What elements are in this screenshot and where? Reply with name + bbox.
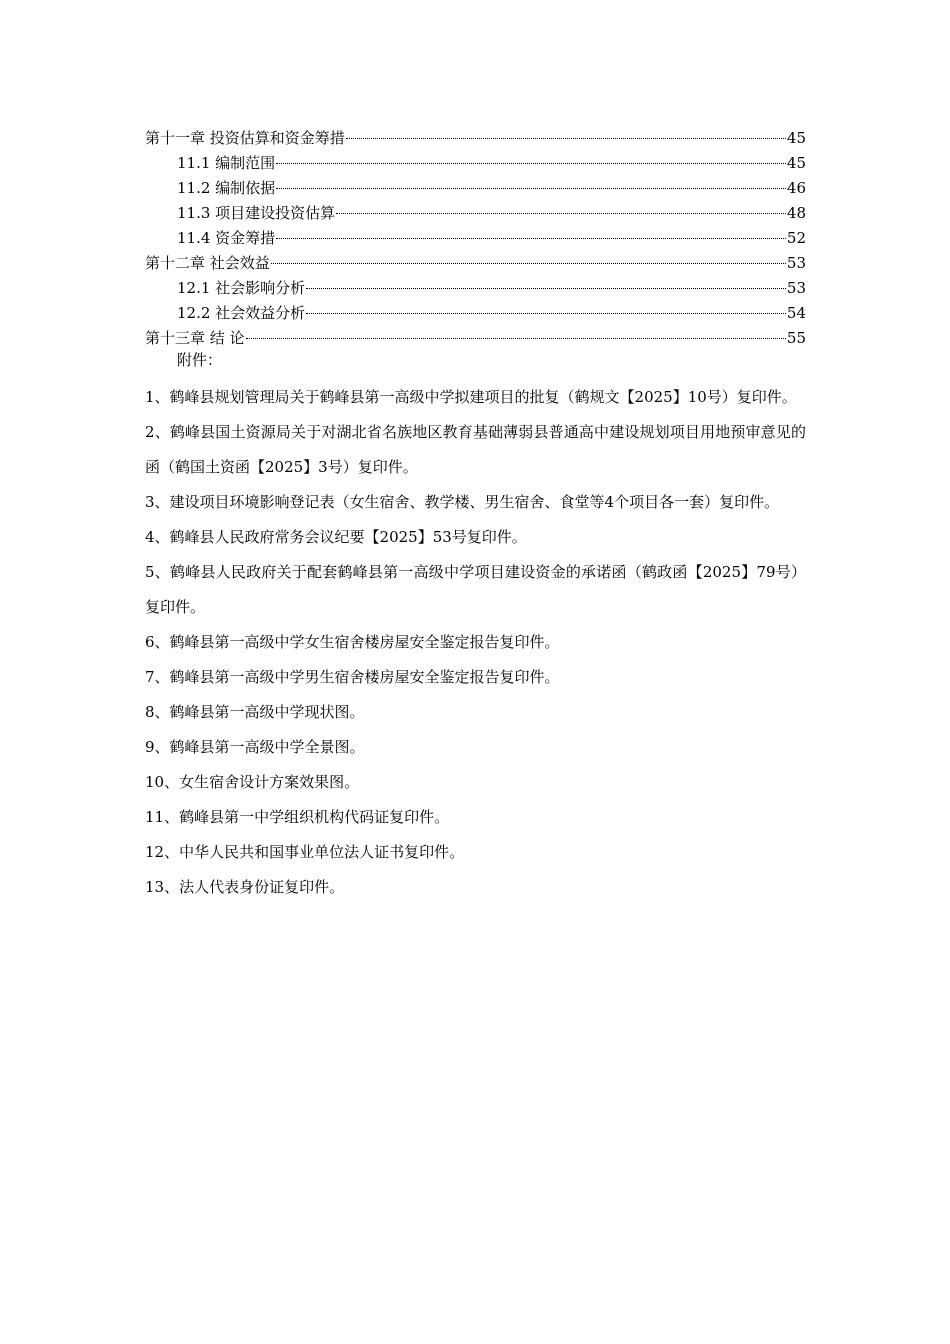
toc-entry-title: 12.1 社会影响分析: [177, 279, 306, 297]
toc-entry-title: 第十二章 社会效益: [145, 254, 270, 272]
toc-entry-page: 54: [786, 304, 806, 322]
toc-entry-page: 46: [786, 179, 806, 197]
attachment-item: 3、建设项目环境影响登记表（女生宿舍、教学楼、男生宿舍、食堂等4个项目各一套）复印件。: [145, 493, 780, 511]
toc-dot-leader: [336, 213, 786, 214]
toc-entry[interactable]: [145, 251, 806, 276]
attachment-item: 12、中华人民共和国事业单位法人证书复印件。: [145, 843, 465, 861]
attachments-heading: 附件：: [177, 351, 223, 369]
toc-entry-page: 48: [786, 204, 806, 222]
toc-entry-title: 11.1 编制范围: [177, 154, 276, 172]
toc-entry-title: 11.2 编制依据: [177, 179, 276, 197]
toc-entry-title: 11.4 资金筹措: [177, 229, 276, 247]
attachment-item: 2、鹤峰县国土资源局关于对湖北省名族地区教育基础薄弱县普通高中建设规划项目用地预审意见的函（鹤国土资函【2025】3号）复印件。: [145, 423, 806, 476]
toc-dot-leader: [306, 313, 786, 314]
toc-dot-leader: [346, 138, 786, 139]
toc-entry-title: 第十三章 结 论: [145, 329, 245, 347]
toc-dot-leader: [276, 188, 786, 189]
toc-entry[interactable]: [145, 176, 806, 201]
toc-entry[interactable]: [145, 151, 806, 176]
toc-entry-page: 45: [786, 129, 806, 147]
toc-entry[interactable]: [145, 276, 806, 301]
attachment-item: 4、鹤峰县人民政府常务会议纪要【2025】53号复印件。: [145, 528, 527, 546]
attachment-item: 1、鹤峰县规划管理局关于鹤峰县第一高级中学拟建项目的批复（鹤规文【2025】10号）复印件。: [145, 388, 797, 406]
attachment-item: 5、鹤峰县人民政府关于配套鹤峰县第一高级中学项目建设资金的承诺函（鹤政函【2025】79号）复印件。: [145, 563, 806, 616]
toc-dot-leader: [271, 263, 786, 264]
attachment-item: 13、法人代表身份证复印件。: [145, 878, 345, 896]
toc-entry-page: 45: [786, 154, 806, 172]
attachment-item: 11、鹤峰县第一中学组织机构代码证复印件。: [145, 808, 450, 826]
toc-dot-leader: [306, 288, 786, 289]
toc-dot-leader: [276, 163, 786, 164]
toc-entry-page: 55: [786, 329, 806, 347]
table-of-contents: [145, 126, 806, 351]
toc-entry[interactable]: [145, 301, 806, 326]
toc-entry[interactable]: [145, 126, 806, 151]
toc-dot-leader: [276, 238, 786, 239]
attachment-item: 6、鹤峰县第一高级中学女生宿舍楼房屋安全鉴定报告复印件。: [145, 633, 560, 651]
toc-dot-leader: [246, 338, 786, 339]
attachments-list: [145, 380, 806, 905]
toc-entry-page: 52: [786, 229, 806, 247]
toc-entry[interactable]: [145, 201, 806, 226]
toc-entry-title: 12.2 社会效益分析: [177, 304, 306, 322]
toc-entry-title: 第十一章 投资估算和资金筹措: [145, 129, 345, 147]
toc-entry[interactable]: [145, 326, 806, 351]
attachment-item: 7、鹤峰县第一高级中学男生宿舍楼房屋安全鉴定报告复印件。: [145, 668, 560, 686]
toc-entry-page: 53: [786, 279, 806, 297]
toc-entry[interactable]: [145, 226, 806, 251]
attachment-item: 10、女生宿舍设计方案效果图。: [145, 773, 360, 791]
attachment-item: 9、鹤峰县第一高级中学全景图。: [145, 738, 365, 756]
attachment-item: 8、鹤峰县第一高级中学现状图。: [145, 703, 365, 721]
toc-entry-page: 53: [786, 254, 806, 272]
toc-entry-title: 11.3 项目建设投资估算: [177, 204, 336, 222]
